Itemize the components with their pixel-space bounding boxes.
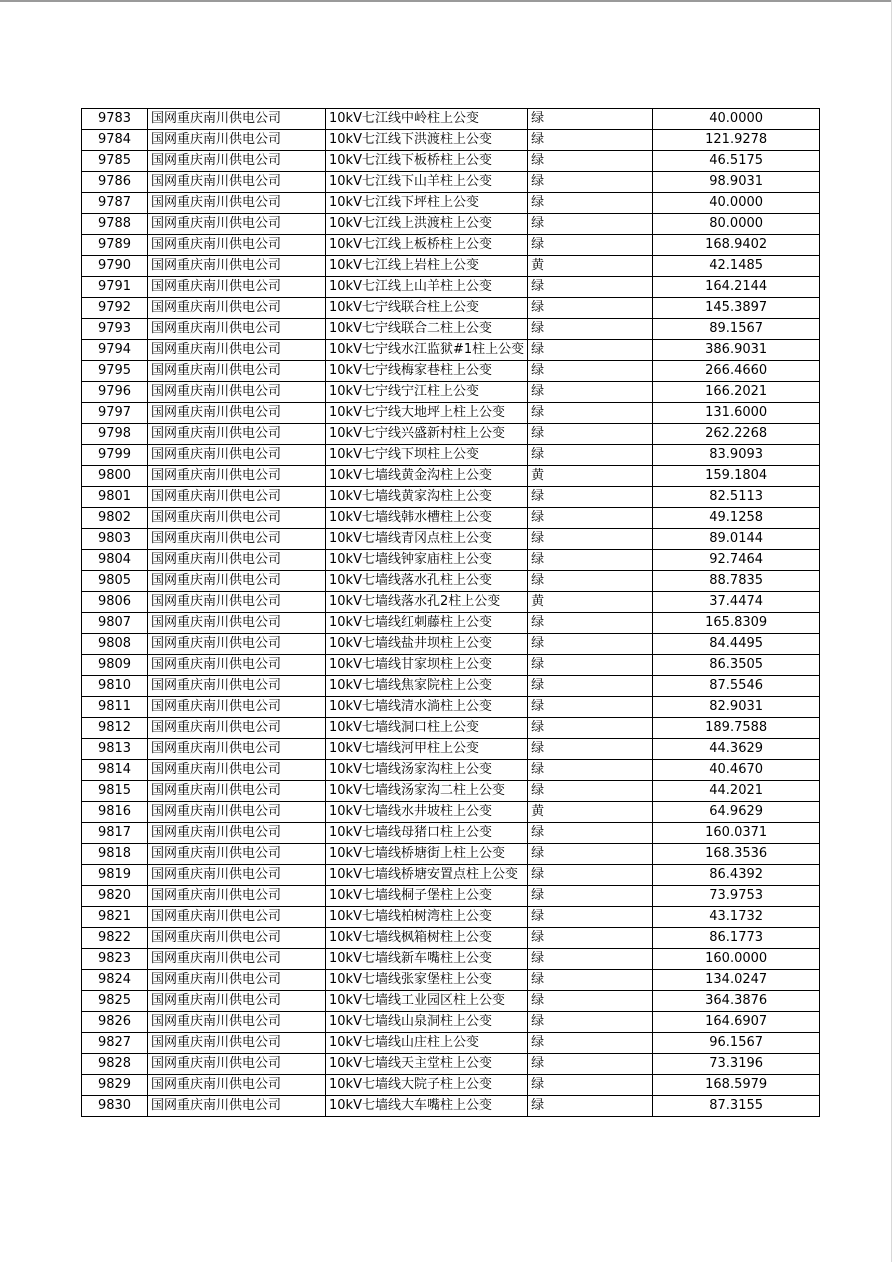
table-row xyxy=(82,340,820,361)
transformer-name-cell: 10kV七墙线青冈点柱上公变 xyxy=(326,529,528,550)
transformer-name-cell: 10kV七墙线水井坡柱上公变 xyxy=(326,802,528,823)
company-cell: 国网重庆南川供电公司 xyxy=(148,1033,326,1054)
transformer-name-cell: 10kV七江线下坪柱上公变 xyxy=(326,193,528,214)
value-cell: 86.4392 xyxy=(653,865,820,886)
table-row xyxy=(82,907,820,928)
status-color-cell: 绿 xyxy=(528,781,653,802)
row-id-cell: 9818 xyxy=(82,844,148,865)
value-cell: 386.9031 xyxy=(653,340,820,361)
row-id-cell: 9811 xyxy=(82,697,148,718)
company-cell: 国网重庆南川供电公司 xyxy=(148,193,326,214)
value-cell: 86.1773 xyxy=(653,928,820,949)
status-color-cell: 绿 xyxy=(528,991,653,1012)
value-cell: 82.9031 xyxy=(653,697,820,718)
transformer-name-cell: 10kV七宁线联合柱上公变 xyxy=(326,298,528,319)
table-row xyxy=(82,634,820,655)
company-cell: 国网重庆南川供电公司 xyxy=(148,592,326,613)
row-id-cell: 9804 xyxy=(82,550,148,571)
row-id-cell: 9813 xyxy=(82,739,148,760)
company-cell: 国网重庆南川供电公司 xyxy=(148,886,326,907)
value-cell: 189.7588 xyxy=(653,718,820,739)
value-cell: 84.4495 xyxy=(653,634,820,655)
row-id-cell: 9816 xyxy=(82,802,148,823)
table-row xyxy=(82,1075,820,1096)
status-color-cell: 绿 xyxy=(528,319,653,340)
table-row xyxy=(82,172,820,193)
row-id-cell: 9817 xyxy=(82,823,148,844)
table-row xyxy=(82,361,820,382)
status-color-cell: 绿 xyxy=(528,1012,653,1033)
company-cell: 国网重庆南川供电公司 xyxy=(148,319,326,340)
company-cell: 国网重庆南川供电公司 xyxy=(148,739,326,760)
company-cell: 国网重庆南川供电公司 xyxy=(148,235,326,256)
value-cell: 164.2144 xyxy=(653,277,820,298)
value-cell: 96.1567 xyxy=(653,1033,820,1054)
value-cell: 159.1804 xyxy=(653,466,820,487)
value-cell: 40.4670 xyxy=(653,760,820,781)
row-id-cell: 9785 xyxy=(82,151,148,172)
table-row xyxy=(82,970,820,991)
value-cell: 49.1258 xyxy=(653,508,820,529)
transformer-name-cell: 10kV七墙线枫箱树柱上公变 xyxy=(326,928,528,949)
row-id-cell: 9814 xyxy=(82,760,148,781)
table-row xyxy=(82,676,820,697)
row-id-cell: 9799 xyxy=(82,445,148,466)
row-id-cell: 9823 xyxy=(82,949,148,970)
value-cell: 145.3897 xyxy=(653,298,820,319)
row-id-cell: 9790 xyxy=(82,256,148,277)
status-color-cell: 绿 xyxy=(528,1054,653,1075)
row-id-cell: 9822 xyxy=(82,928,148,949)
value-cell: 160.0000 xyxy=(653,949,820,970)
transformer-name-cell: 10kV七墙线桥塘安置点柱上公变 xyxy=(326,865,528,886)
company-cell: 国网重庆南川供电公司 xyxy=(148,466,326,487)
transformer-name-cell: 10kV七墙线盐井坝柱上公变 xyxy=(326,634,528,655)
value-cell: 40.0000 xyxy=(653,109,820,130)
transformer-name-cell: 10kV七墙线洞口柱上公变 xyxy=(326,718,528,739)
status-color-cell: 绿 xyxy=(528,718,653,739)
company-cell: 国网重庆南川供电公司 xyxy=(148,172,326,193)
row-id-cell: 9828 xyxy=(82,1054,148,1075)
company-cell: 国网重庆南川供电公司 xyxy=(148,508,326,529)
status-color-cell: 绿 xyxy=(528,130,653,151)
row-id-cell: 9803 xyxy=(82,529,148,550)
value-cell: 73.3196 xyxy=(653,1054,820,1075)
table-row xyxy=(82,214,820,235)
value-cell: 131.6000 xyxy=(653,403,820,424)
company-cell: 国网重庆南川供电公司 xyxy=(148,151,326,172)
row-id-cell: 9794 xyxy=(82,340,148,361)
status-color-cell: 绿 xyxy=(528,193,653,214)
company-cell: 国网重庆南川供电公司 xyxy=(148,844,326,865)
value-cell: 86.3505 xyxy=(653,655,820,676)
status-color-cell: 绿 xyxy=(528,634,653,655)
status-color-cell: 绿 xyxy=(528,571,653,592)
company-cell: 国网重庆南川供电公司 xyxy=(148,571,326,592)
status-color-cell: 绿 xyxy=(528,760,653,781)
value-cell: 166.2021 xyxy=(653,382,820,403)
transformer-name-cell: 10kV七墙线山庄柱上公变 xyxy=(326,1033,528,1054)
row-id-cell: 9808 xyxy=(82,634,148,655)
status-color-cell: 绿 xyxy=(528,676,653,697)
value-cell: 87.3155 xyxy=(653,1096,820,1117)
status-color-cell: 绿 xyxy=(528,529,653,550)
table-row xyxy=(82,277,820,298)
row-id-cell: 9819 xyxy=(82,865,148,886)
transformer-name-cell: 10kV七江线上山羊柱上公变 xyxy=(326,277,528,298)
company-cell: 国网重庆南川供电公司 xyxy=(148,634,326,655)
status-color-cell: 绿 xyxy=(528,823,653,844)
row-id-cell: 9789 xyxy=(82,235,148,256)
table-row xyxy=(82,508,820,529)
table-row xyxy=(82,1012,820,1033)
status-color-cell: 绿 xyxy=(528,172,653,193)
status-color-cell: 绿 xyxy=(528,697,653,718)
transformer-name-cell: 10kV七墙线母猪口柱上公变 xyxy=(326,823,528,844)
value-cell: 164.6907 xyxy=(653,1012,820,1033)
company-cell: 国网重庆南川供电公司 xyxy=(148,1075,326,1096)
company-cell: 国网重庆南川供电公司 xyxy=(148,928,326,949)
company-cell: 国网重庆南川供电公司 xyxy=(148,802,326,823)
company-cell: 国网重庆南川供电公司 xyxy=(148,970,326,991)
transformer-name-cell: 10kV七墙线红刺藤柱上公变 xyxy=(326,613,528,634)
company-cell: 国网重庆南川供电公司 xyxy=(148,1096,326,1117)
row-id-cell: 9806 xyxy=(82,592,148,613)
company-cell: 国网重庆南川供电公司 xyxy=(148,361,326,382)
transformer-name-cell: 10kV七江线上岩柱上公变 xyxy=(326,256,528,277)
value-cell: 73.9753 xyxy=(653,886,820,907)
company-cell: 国网重庆南川供电公司 xyxy=(148,697,326,718)
transformer-name-cell: 10kV七墙线黄家沟柱上公变 xyxy=(326,487,528,508)
value-cell: 87.5546 xyxy=(653,676,820,697)
row-id-cell: 9827 xyxy=(82,1033,148,1054)
table-row xyxy=(82,802,820,823)
value-cell: 83.9093 xyxy=(653,445,820,466)
row-id-cell: 9810 xyxy=(82,676,148,697)
transformer-name-cell: 10kV七墙线柏树湾柱上公变 xyxy=(326,907,528,928)
transformer-name-cell: 10kV七墙线工业园区柱上公变 xyxy=(326,991,528,1012)
value-cell: 168.5979 xyxy=(653,1075,820,1096)
company-cell: 国网重庆南川供电公司 xyxy=(148,340,326,361)
status-color-cell: 绿 xyxy=(528,298,653,319)
transformer-name-cell: 10kV七墙线桐子堡柱上公变 xyxy=(326,886,528,907)
row-id-cell: 9825 xyxy=(82,991,148,1012)
status-color-cell: 绿 xyxy=(528,508,653,529)
row-id-cell: 9784 xyxy=(82,130,148,151)
table-row xyxy=(82,193,820,214)
table-row xyxy=(82,298,820,319)
transformer-name-cell: 10kV七墙线汤家沟二柱上公变 xyxy=(326,781,528,802)
table-row xyxy=(82,760,820,781)
row-id-cell: 9800 xyxy=(82,466,148,487)
value-cell: 80.0000 xyxy=(653,214,820,235)
company-cell: 国网重庆南川供电公司 xyxy=(148,1012,326,1033)
transformer-name-cell: 10kV七墙线天主堂柱上公变 xyxy=(326,1054,528,1075)
company-cell: 国网重庆南川供电公司 xyxy=(148,487,326,508)
value-cell: 89.0144 xyxy=(653,529,820,550)
company-cell: 国网重庆南川供电公司 xyxy=(148,550,326,571)
status-color-cell: 绿 xyxy=(528,1033,653,1054)
row-id-cell: 9802 xyxy=(82,508,148,529)
row-id-cell: 9807 xyxy=(82,613,148,634)
transformer-name-cell: 10kV七墙线甘家坝柱上公变 xyxy=(326,655,528,676)
row-id-cell: 9824 xyxy=(82,970,148,991)
table-body xyxy=(82,109,820,1117)
transformer-name-cell: 10kV七宁线水江监狱#1柱上公变 xyxy=(326,340,528,361)
table-row xyxy=(82,592,820,613)
company-cell: 国网重庆南川供电公司 xyxy=(148,655,326,676)
transformer-name-cell: 10kV七墙线汤家沟柱上公变 xyxy=(326,760,528,781)
transformer-name-cell: 10kV七墙线落水孔2柱上公变 xyxy=(326,592,528,613)
value-cell: 262.2268 xyxy=(653,424,820,445)
row-id-cell: 9826 xyxy=(82,1012,148,1033)
table-row xyxy=(82,865,820,886)
company-cell: 国网重庆南川供电公司 xyxy=(148,424,326,445)
status-color-cell: 绿 xyxy=(528,445,653,466)
company-cell: 国网重庆南川供电公司 xyxy=(148,298,326,319)
row-id-cell: 9791 xyxy=(82,277,148,298)
transformer-name-cell: 10kV七江线下山羊柱上公变 xyxy=(326,172,528,193)
company-cell: 国网重庆南川供电公司 xyxy=(148,823,326,844)
table-row xyxy=(82,1054,820,1075)
value-cell: 40.0000 xyxy=(653,193,820,214)
table-row xyxy=(82,109,820,130)
row-id-cell: 9793 xyxy=(82,319,148,340)
table-row xyxy=(82,445,820,466)
page-top-rule xyxy=(0,0,892,2)
status-color-cell: 绿 xyxy=(528,277,653,298)
table-row xyxy=(82,697,820,718)
table-row xyxy=(82,655,820,676)
table-row xyxy=(82,235,820,256)
table-row xyxy=(82,130,820,151)
row-id-cell: 9812 xyxy=(82,718,148,739)
row-id-cell: 9796 xyxy=(82,382,148,403)
row-id-cell: 9815 xyxy=(82,781,148,802)
company-cell: 国网重庆南川供电公司 xyxy=(148,613,326,634)
transformer-name-cell: 10kV七墙线山泉洞柱上公变 xyxy=(326,1012,528,1033)
row-id-cell: 9798 xyxy=(82,424,148,445)
status-color-cell: 绿 xyxy=(528,970,653,991)
transformer-name-cell: 10kV七墙线清水淌柱上公变 xyxy=(326,697,528,718)
row-id-cell: 9786 xyxy=(82,172,148,193)
status-color-cell: 绿 xyxy=(528,928,653,949)
table-row xyxy=(82,613,820,634)
row-id-cell: 9788 xyxy=(82,214,148,235)
table-row xyxy=(82,928,820,949)
status-color-cell: 绿 xyxy=(528,613,653,634)
row-id-cell: 9795 xyxy=(82,361,148,382)
status-color-cell: 绿 xyxy=(528,949,653,970)
transformer-name-cell: 10kV七宁线梅家巷柱上公变 xyxy=(326,361,528,382)
company-cell: 国网重庆南川供电公司 xyxy=(148,718,326,739)
status-color-cell: 绿 xyxy=(528,109,653,130)
company-cell: 国网重庆南川供电公司 xyxy=(148,907,326,928)
status-color-cell: 绿 xyxy=(528,1096,653,1117)
transformer-name-cell: 10kV七墙线新车嘴柱上公变 xyxy=(326,949,528,970)
value-cell: 364.3876 xyxy=(653,991,820,1012)
table-row xyxy=(82,718,820,739)
value-cell: 89.1567 xyxy=(653,319,820,340)
value-cell: 134.0247 xyxy=(653,970,820,991)
row-id-cell: 9821 xyxy=(82,907,148,928)
company-cell: 国网重庆南川供电公司 xyxy=(148,529,326,550)
company-cell: 国网重庆南川供电公司 xyxy=(148,949,326,970)
status-color-cell: 黄 xyxy=(528,256,653,277)
value-cell: 88.7835 xyxy=(653,571,820,592)
company-cell: 国网重庆南川供电公司 xyxy=(148,676,326,697)
table-row xyxy=(82,319,820,340)
transformer-name-cell: 10kV七墙线落水孔柱上公变 xyxy=(326,571,528,592)
transformer-table xyxy=(81,108,820,1117)
status-color-cell: 绿 xyxy=(528,361,653,382)
transformer-name-cell: 10kV七墙线大车嘴柱上公变 xyxy=(326,1096,528,1117)
table-row xyxy=(82,739,820,760)
transformer-name-cell: 10kV七墙线河甲柱上公变 xyxy=(326,739,528,760)
table-row xyxy=(82,487,820,508)
row-id-cell: 9787 xyxy=(82,193,148,214)
table-row xyxy=(82,424,820,445)
company-cell: 国网重庆南川供电公司 xyxy=(148,277,326,298)
value-cell: 168.3536 xyxy=(653,844,820,865)
company-cell: 国网重庆南川供电公司 xyxy=(148,256,326,277)
row-id-cell: 9809 xyxy=(82,655,148,676)
row-id-cell: 9801 xyxy=(82,487,148,508)
transformer-name-cell: 10kV七宁线兴盛新村柱上公变 xyxy=(326,424,528,445)
transformer-name-cell: 10kV七墙线韩水槽柱上公变 xyxy=(326,508,528,529)
company-cell: 国网重庆南川供电公司 xyxy=(148,109,326,130)
status-color-cell: 绿 xyxy=(528,235,653,256)
table-row xyxy=(82,151,820,172)
transformer-name-cell: 10kV七江线中岭柱上公变 xyxy=(326,109,528,130)
value-cell: 46.5175 xyxy=(653,151,820,172)
value-cell: 168.9402 xyxy=(653,235,820,256)
value-cell: 160.0371 xyxy=(653,823,820,844)
row-id-cell: 9805 xyxy=(82,571,148,592)
table-row xyxy=(82,550,820,571)
table-row xyxy=(82,571,820,592)
row-id-cell: 9820 xyxy=(82,886,148,907)
status-color-cell: 绿 xyxy=(528,151,653,172)
status-color-cell: 绿 xyxy=(528,865,653,886)
value-cell: 37.4474 xyxy=(653,592,820,613)
table-row xyxy=(82,991,820,1012)
status-color-cell: 黄 xyxy=(528,802,653,823)
status-color-cell: 绿 xyxy=(528,382,653,403)
table-row xyxy=(82,403,820,424)
table-row xyxy=(82,1096,820,1117)
company-cell: 国网重庆南川供电公司 xyxy=(148,130,326,151)
transformer-name-cell: 10kV七墙线张家堡柱上公变 xyxy=(326,970,528,991)
transformer-name-cell: 10kV七江线上洪渡柱上公变 xyxy=(326,214,528,235)
status-color-cell: 绿 xyxy=(528,487,653,508)
table-row xyxy=(82,844,820,865)
company-cell: 国网重庆南川供电公司 xyxy=(148,760,326,781)
value-cell: 42.1485 xyxy=(653,256,820,277)
company-cell: 国网重庆南川供电公司 xyxy=(148,403,326,424)
value-cell: 92.7464 xyxy=(653,550,820,571)
table-row xyxy=(82,529,820,550)
value-cell: 64.9629 xyxy=(653,802,820,823)
status-color-cell: 绿 xyxy=(528,907,653,928)
transformer-name-cell: 10kV七宁线大地坪上柱上公变 xyxy=(326,403,528,424)
value-cell: 98.9031 xyxy=(653,172,820,193)
row-id-cell: 9783 xyxy=(82,109,148,130)
status-color-cell: 绿 xyxy=(528,214,653,235)
transformer-name-cell: 10kV七宁线联合二柱上公变 xyxy=(326,319,528,340)
company-cell: 国网重庆南川供电公司 xyxy=(148,865,326,886)
transformer-name-cell: 10kV七宁线宁江柱上公变 xyxy=(326,382,528,403)
company-cell: 国网重庆南川供电公司 xyxy=(148,214,326,235)
value-cell: 121.9278 xyxy=(653,130,820,151)
table-row xyxy=(82,256,820,277)
status-color-cell: 绿 xyxy=(528,1075,653,1096)
company-cell: 国网重庆南川供电公司 xyxy=(148,781,326,802)
company-cell: 国网重庆南川供电公司 xyxy=(148,382,326,403)
status-color-cell: 黄 xyxy=(528,466,653,487)
table-row xyxy=(82,781,820,802)
value-cell: 44.2021 xyxy=(653,781,820,802)
table-row xyxy=(82,823,820,844)
row-id-cell: 9797 xyxy=(82,403,148,424)
value-cell: 165.8309 xyxy=(653,613,820,634)
table-row xyxy=(82,466,820,487)
status-color-cell: 绿 xyxy=(528,844,653,865)
table-row xyxy=(82,382,820,403)
company-cell: 国网重庆南川供电公司 xyxy=(148,991,326,1012)
status-color-cell: 黄 xyxy=(528,592,653,613)
table-row xyxy=(82,1033,820,1054)
value-cell: 82.5113 xyxy=(653,487,820,508)
table-row xyxy=(82,949,820,970)
row-id-cell: 9830 xyxy=(82,1096,148,1117)
row-id-cell: 9792 xyxy=(82,298,148,319)
transformer-name-cell: 10kV七江线下板桥柱上公变 xyxy=(326,151,528,172)
status-color-cell: 绿 xyxy=(528,739,653,760)
value-cell: 43.1732 xyxy=(653,907,820,928)
status-color-cell: 绿 xyxy=(528,424,653,445)
status-color-cell: 绿 xyxy=(528,403,653,424)
transformer-name-cell: 10kV七墙线桥塘街上柱上公变 xyxy=(326,844,528,865)
transformer-name-cell: 10kV七墙线钟家庙柱上公变 xyxy=(326,550,528,571)
transformer-name-cell: 10kV七江线下洪渡柱上公变 xyxy=(326,130,528,151)
transformer-name-cell: 10kV七江线上板桥柱上公变 xyxy=(326,235,528,256)
row-id-cell: 9829 xyxy=(82,1075,148,1096)
transformer-name-cell: 10kV七墙线焦家院柱上公变 xyxy=(326,676,528,697)
status-color-cell: 绿 xyxy=(528,886,653,907)
status-color-cell: 绿 xyxy=(528,550,653,571)
transformer-name-cell: 10kV七宁线下坝柱上公变 xyxy=(326,445,528,466)
company-cell: 国网重庆南川供电公司 xyxy=(148,445,326,466)
value-cell: 266.4660 xyxy=(653,361,820,382)
transformer-name-cell: 10kV七墙线黄金沟柱上公变 xyxy=(326,466,528,487)
value-cell: 44.3629 xyxy=(653,739,820,760)
table-row xyxy=(82,886,820,907)
status-color-cell: 绿 xyxy=(528,655,653,676)
status-color-cell: 绿 xyxy=(528,340,653,361)
transformer-name-cell: 10kV七墙线大院子柱上公变 xyxy=(326,1075,528,1096)
company-cell: 国网重庆南川供电公司 xyxy=(148,1054,326,1075)
